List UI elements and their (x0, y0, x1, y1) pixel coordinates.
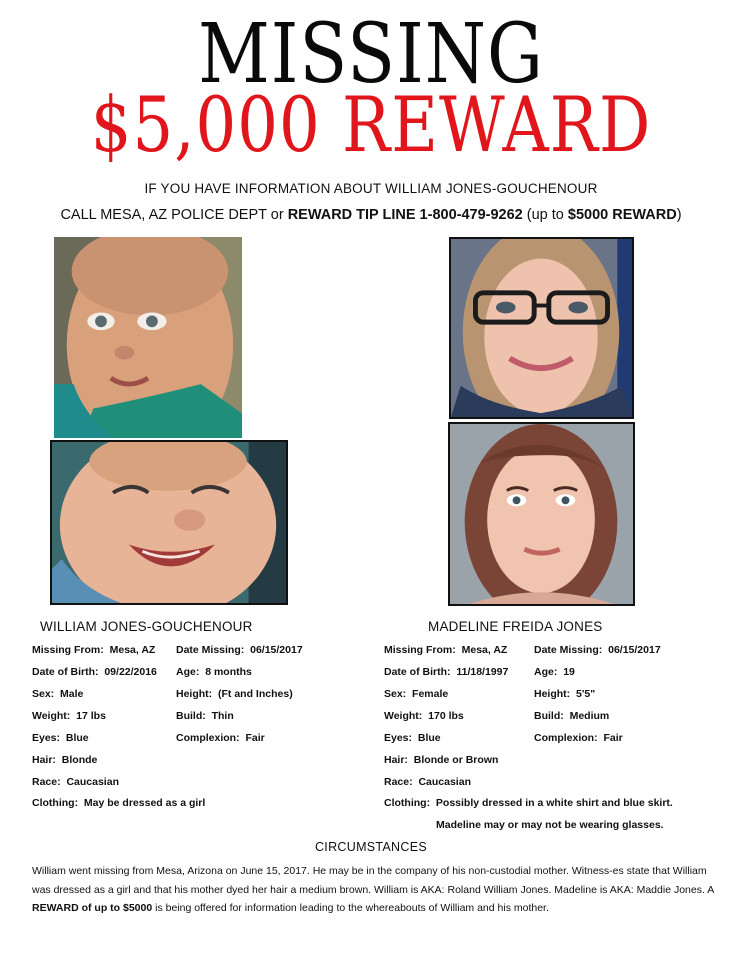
call-suffix: ) (676, 207, 682, 223)
call-amount: $5000 REWARD (567, 207, 677, 223)
william-race: Race: Caucasian (32, 776, 119, 788)
madeline-missing-from: Missing From: Mesa, AZ (384, 644, 508, 656)
madeline-photo-2 (448, 422, 635, 606)
madeline-race: Race: Caucasian (384, 776, 471, 788)
william-photo-2 (50, 440, 288, 605)
poster-title: MISSING (198, 5, 544, 103)
madeline-eyes: Eyes: Blue (384, 732, 441, 744)
william-age: Age: 8 months (176, 666, 252, 678)
info-line: IF YOU HAVE INFORMATION ABOUT WILLIAM JONES-GOUCHENOUR (144, 181, 598, 196)
william-build: Build: Thin (176, 710, 234, 722)
william-sex: Sex: Male (32, 688, 84, 700)
william-hair: Hair: Blonde (32, 754, 98, 766)
madeline-glasses-note: Madeline may or may not be wearing glasses. (436, 819, 664, 831)
madeline-sex: Sex: Female (384, 688, 449, 700)
call-prefix: CALL MESA, AZ POLICE DEPT or (60, 207, 288, 223)
madeline-clothing: Clothing: Possibly dressed in a white shirt and blue skirt. (384, 797, 673, 809)
call-line (0, 207, 742, 223)
circumstances-title: CIRCUMSTANCES (314, 840, 427, 854)
circumstances-text: William went missing from Mesa, Arizona on June 15, 2017. He may be in the company of his non-custodial mother. Witness-es state that William was dressed as a girl and that his mother dyed her hair a medium brown. William is AKA: Roland William Jones. Madeline is AKA: Maddie Jones. A REWARD of up to $5000 is being offered for information leading to the whereabouts of William and his mother. (32, 865, 714, 914)
william-eyes: Eyes: Blue (32, 732, 89, 744)
madeline-height: Height: 5'5" (534, 688, 596, 700)
william-height: Height: (Ft and Inches) (176, 688, 293, 700)
william-photo-1 (52, 235, 244, 440)
william-missing-from: Missing From: Mesa, AZ (32, 644, 156, 656)
madeline-photo-1 (449, 237, 634, 419)
william-complexion: Complexion: Fair (176, 732, 265, 744)
madeline-hair: Hair: Blonde or Brown (384, 754, 499, 766)
william-weight: Weight: 17 lbs (32, 710, 106, 722)
madeline-age: Age: 19 (534, 666, 575, 678)
william-clothing: Clothing: May be dressed as a girl (32, 797, 206, 809)
reward-heading: $5,000 REWARD (90, 82, 652, 170)
call-mid: (up to (522, 207, 568, 223)
william-name: WILLIAM JONES-GOUCHENOUR (40, 619, 253, 634)
tip-line: REWARD TIP LINE 1-800-479-9262 (287, 207, 523, 223)
madeline-complexion: Complexion: Fair (534, 732, 623, 744)
madeline-name: MADELINE FREIDA JONES (428, 619, 603, 634)
william-date-missing: Date Missing: 06/15/2017 (176, 644, 303, 656)
madeline-weight: Weight: 170 lbs (384, 710, 464, 722)
madeline-date-missing: Date Missing: 06/15/2017 (534, 644, 661, 656)
william-dob: Date of Birth: 09/22/2016 (32, 666, 157, 678)
madeline-dob: Date of Birth: 11/18/1997 (384, 666, 509, 678)
madeline-build: Build: Medium (534, 710, 610, 722)
